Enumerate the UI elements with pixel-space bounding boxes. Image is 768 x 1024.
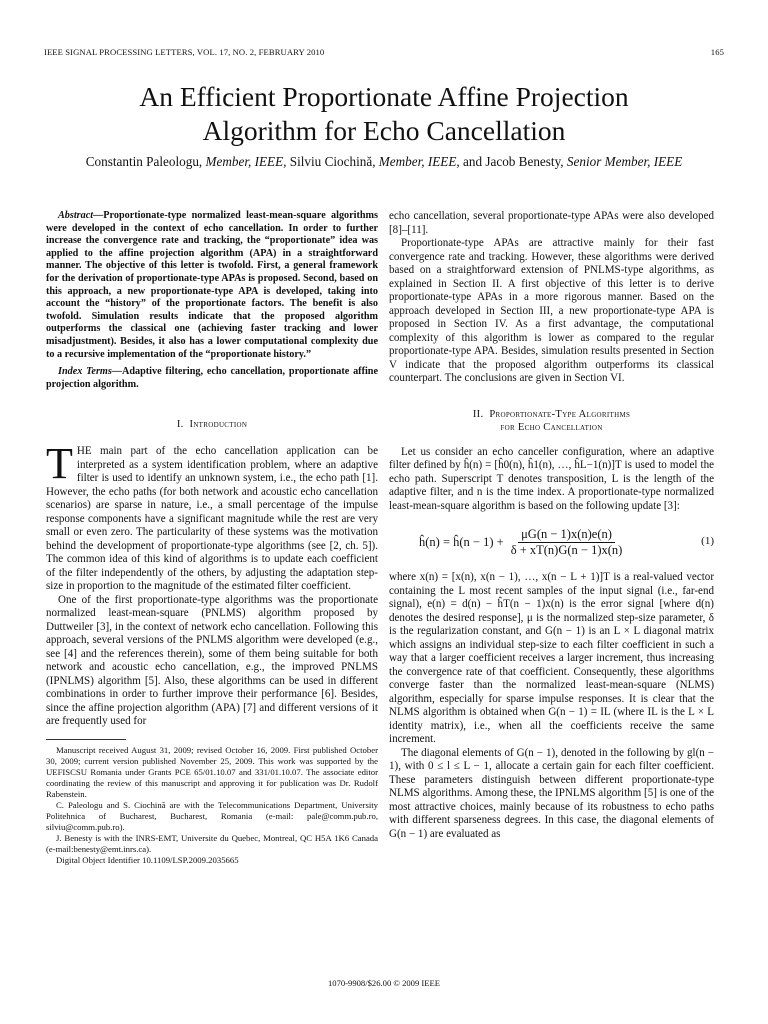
equation-body: [419, 527, 625, 558]
equation-1: [389, 523, 714, 563]
footnote-affiliation-2: J. Benesty is with the INRS-EMT, Universite du Quebec, Montreal, QC H5A 1K6 Canada (e-mail:benesty@emt.inrs.ca).: [46, 832, 378, 854]
section-1-number: I.: [176, 419, 184, 431]
footnote-manuscript: Manuscript received August 31, 2009; revised October 16, 2009. First published October 30, 2009; current version published November 25, 2009. This work was supported by the UEFISCSU Romania under Grants PCE 65/01.10.07 and 331/01.10.07. The associate editor coordinating the review of this manuscript and approving it for publication was Dr. Rudolf Rabenstein.: [46, 744, 378, 799]
equation-denominator: δ + xT(n)G(n − 1)x(n): [510, 543, 623, 557]
equation-number: (1): [701, 535, 714, 547]
footnotes: [46, 739, 378, 866]
author-2-role: Member, IEEE,: [378, 154, 460, 169]
footnote-affiliation-1: C. Paleologu and S. Ciochină are with the Telecommunications Department, University Politehnica of Bucharest, Bucharest, Romania (e-mail: pale@comm.pub.ro, silviu@comm.pub.ro).: [46, 799, 378, 832]
title-line-2: Algorithm for Echo Cancellation: [202, 115, 566, 146]
author-2: Silviu Ciochină,: [289, 154, 376, 169]
abstract: [46, 210, 378, 361]
equation-fraction: [508, 527, 626, 558]
equation-lhs: ĥ(n) = ĥ(n − 1) +: [419, 534, 504, 549]
section-1-title: Introduction: [189, 419, 248, 431]
footnote-doi: Digital Object Identifier 10.1109/LSP.2009.2035665: [56, 854, 239, 865]
title-line-1: An Efficient Proportionate Affine Projection: [139, 81, 629, 112]
author-3-role: Senior Member, IEEE: [566, 154, 683, 169]
index-terms-text: Adaptive filtering, echo cancellation, proportionate affine projection algorithm.: [46, 366, 378, 390]
author-3: Jacob Benesty,: [485, 154, 564, 169]
section-2-heading: [389, 408, 714, 434]
section-2-number: II.: [472, 408, 484, 420]
author-1-role: Member, IEEE,: [205, 154, 287, 169]
author-list: [30, 153, 738, 171]
equation-numerator: μG(n − 1)x(n)e(n): [518, 527, 615, 543]
left-column: [46, 210, 378, 866]
running-head: [44, 47, 724, 59]
page-number: 165: [710, 47, 724, 57]
right-column: [389, 210, 714, 841]
section-2-paragraph-2: where x(n) = [x(n), x(n − 1), …, x(n − L + 1)]T is a real-valued vector containing the L most recent samples of the input signal (i.e., far-end signal), e(n) = d(n) − ĥT(n − 1)x(n) is the error signal [where d(n) denotes the desired response], μ is the normalized step-size parameter, δ is the regularization constant, and G(n − 1) is an L × L diagonal matrix which assigns an individual step-size to each filter coefficient in such a way that a larger coefficient receives a larger increment, thus increasing the convergence rate of that coefficient. Consequently, these algorithms converge faster than the normalized least-mean-square (NLMS) algorithm, especially for sparse impulse responses. It is clear that the NLMS algorithm is obtained when G(n − 1) = IL (where IL is the L × L identity matrix), i.e., when all the coefficients receive the same increment.: [389, 571, 714, 745]
intro-paragraph-1-text: HE main part of the echo cancellation application can be interpreted as a system identification problem, where an adaptive filter is used to identify an unknown system, i.e., the echo path [1]. However, the echo paths (for both network and acoustic echo cancellation scenarios) are sparse in nature, i.e., a small percentage of the impulse response components have a significant magnitude while the rest are very small or even zero. The particularity of these systems was the motivation behind the development of proportionate-type algorithms (see [2, ch. 5]). The common idea of this kind of algorithms is to update each coefficient of the filter independently of the others, by adjusting the adaptation step-size in proportion to the magnitude of the estimated filter coefficient.: [46, 445, 378, 593]
footnote-rule: [46, 739, 126, 740]
section-2-paragraph-1: Let us consider an echo canceller configuration, where an adaptive filter defined by ĥ(n) = [ĥ0(n), ĥ1(n), …, ĥL−1(n)]T is used to model the echo path. Superscript T denotes transposition, L is the length of the adaptive filter, and n is the time index. A proportionate-type normalized least-mean-square algorithm is based on the following update [3]:: [389, 445, 714, 512]
right-paragraph-1: echo cancellation, several proportionate-type APAs were also developed [8]–[11].: [389, 210, 714, 236]
right-paragraph-2: Proportionate-type APAs are attractive mainly for their fast convergence rate and tracking. However, these algorithms were derived based on a straightforward extension of PNLMS-type algorithms, as explained in Section II. A first objective of this letter is to derive proportionate-type APAs in a more rigorous manner. Based on the approach developed in Section III, a new proportionate-type APA is proposed in Section IV. As a first advantage, the computational complexity of this algorithm is lower as compared to the regular proportionate-type APA. Besides, simulation results presented in Section V indicate that the proposed algorithm outperforms its classical counterpart. The conclusions are given in Section VI.: [389, 237, 714, 384]
drop-cap: T: [46, 439, 73, 489]
abstract-text: Proportionate-type normalized least-mean-square algorithms were developed in the context of echo cancellation. In order to further increase the convergence rate and tracking, the “proportionate” idea was applied to the affine projection algorithm (APA) in a straightforward manner. The objective of this letter is twofold. First, a general framework for the derivation of proportionate-type APAs is proposed. Second, based on this approach, a new proportionate-type APA is developed, taking into account the “history” of the proportionate factors. The benefit is also twofold. Simulation results indicate that the proposed algorithm outperforms the classical one (achieving faster tracking and lower misadjustment). Besides, it also has a lower computational complexity due to a recursive implementation of the “proportionate history.”: [46, 210, 378, 360]
author-and: and: [463, 154, 483, 169]
intro-paragraph-1: [46, 439, 378, 594]
author-1: Constantin Paleologu,: [85, 154, 203, 169]
intro-paragraph-2: One of the first proportionate-type algorithms was the proportionate normalized least-mean-square (PNLMS) algorithm proposed by Duttweiler [3], in the context of network echo cancellation. Following this approach, several versions of the PNLMS algorithm were developed (e.g., see [4] and the references therein), some of them being suitable for both network and acoustic echo cancellation, e.g., the improved PNLMS (IPNLMS) algorithm [5]. Also, these algorithms can be used in different combinations in order to further improve their performance [6]. Besides, since the affine projection algorithm (APA) [7] and different versions of it are frequently used for: [46, 593, 378, 728]
section-1-heading: [46, 418, 378, 431]
copyright-line: 1070-9908/$26.00 © 2009 IEEE: [327, 978, 441, 988]
section-2-title-line-1: Proportionate-Type Algorithms: [489, 408, 631, 420]
section-2-title-line-2: for Echo Cancellation: [500, 421, 603, 433]
index-terms-label: Index Terms—: [58, 366, 122, 378]
index-terms: [46, 366, 378, 391]
paper-title: [40, 80, 728, 148]
journal-info: IEEE SIGNAL PROCESSING LETTERS, VOL. 17, NO. 2, FEBRUARY 2010: [44, 47, 325, 57]
section-2-paragraph-3: The diagonal elements of G(n − 1), denoted in the following by gl(n − 1), with 0 ≤ l ≤ L − 1, allocate a certain gain for each filter coefficient. These parameters distinguish between different proportionate-type NLMS algorithms. Among these, the IPNLMS algorithm [5] is one of the most attractive choices, mainly because of its robustness to echo paths with different sparseness degrees. In this case, the diagonal elements of G(n − 1) are evaluated as: [389, 746, 714, 840]
abstract-label: Abstract—: [58, 210, 104, 221]
